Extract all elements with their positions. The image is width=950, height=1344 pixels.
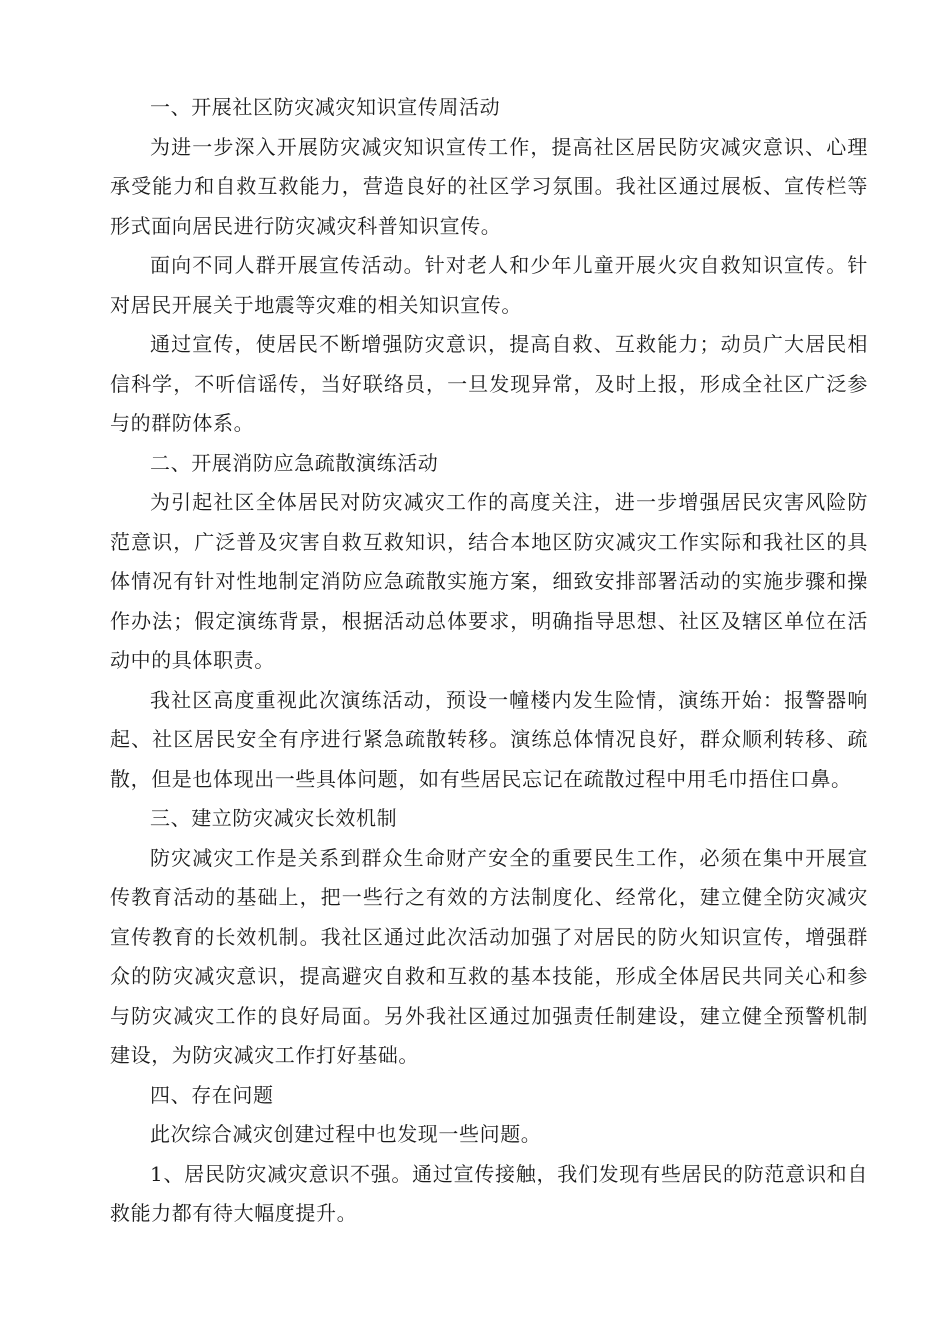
section-heading-3: 三、建立防灾减灾长效机制 [150,806,398,830]
paragraph: 为引起社区全体居民对防灾减灾工作的高度关注，进一步增强居民灾害风险防范意识，广泛普及灾害自救互救知识，结合本地区防灾减灾工作实际和我社区的具体情况有针对性地制定消防应急疏散实施方案，细致安排部署活动的实施步骤和操作办法；假定演练背景，根据活动总体要求，明确指导思想、社区及辖区单位在活动中的具体职责。 [110,490,868,672]
document-body [110,88,868,1234]
paragraph: 面向不同人群开展宣传活动。针对老人和少年儿童开展火灾自救知识宣传。针对居民开展关于地震等灾难的相关知识宣传。 [110,253,868,317]
paragraph: 我社区高度重视此次演练活动，预设一幢楼内发生险情，演练开始：报警器响起、社区居民安全有序进行紧急疏散转移。演练总体情况良好，群众顺利转移、疏散，但是也体现出一些具体问题，如有些居民忘记在疏散过程中用毛巾捂住口鼻。 [110,687,868,791]
section-heading-1: 一、开展社区防灾减灾知识宣传周活动 [150,95,501,119]
section-heading-4: 四、存在问题 [150,1082,274,1107]
paragraph: 为进一步深入开展防灾减灾知识宣传工作，提高社区居民防灾减灾意识、心理承受能力和自救互救能力，营造良好的社区学习氛围。我社区通过展板、宣传栏等形式面向居民进行防灾减灾科普知识宣传。 [110,134,868,238]
paragraph: 1、居民防灾减灾意识不强。通过宣传接触，我们发现有些居民的防范意识和自救能力都有待大幅度提升。 [110,1161,868,1225]
section-heading-2: 二、开展消防应急疏散演练活动 [150,450,439,475]
paragraph: 此次综合减灾创建过程中也发现一些问题。 [150,1122,542,1146]
paragraph: 通过宣传，使居民不断增强防灾意识，提高自救、互救能力；动员广大居民相信科学，不听信谣传，当好联络员，一旦发现异常，及时上报，形成全社区广泛参与的群防体系。 [110,332,868,435]
paragraph: 防灾减灾工作是关系到群众生命财产安全的重要民生工作，必须在集中开展宣传教育活动的基础上，把一些行之有效的方法制度化、经常化，建立健全防灾减灾宣传教育的长效机制。我社区通过此次活动加强了对居民的防火知识宣传，增强群众的防灾减灾意识，提高避灾自救和互救的基本技能，形成全体居民共同关心和参与防灾减灾工作的良好局面。另外我社区通过加强责任制建设，建立健全预警机制建设，为防灾减灾工作打好基础。 [110,845,868,1067]
